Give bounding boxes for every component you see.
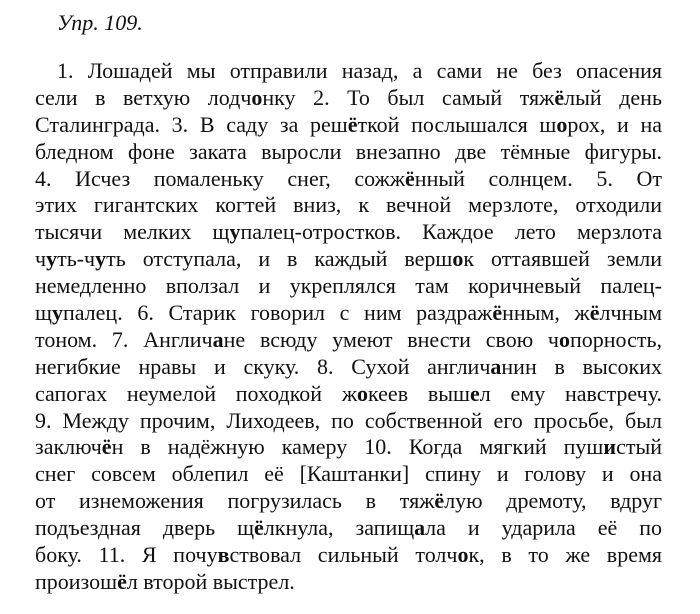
text-segment: 1. Лошадей мы отправили назад, а сами не без опасения: [57, 58, 662, 83]
text-line: [35, 219, 662, 246]
emphasized-letter: ё: [589, 300, 600, 326]
text-segment: лкнула, запищ: [263, 515, 415, 541]
text-segment: ть-ч: [57, 246, 96, 272]
text-segment: порность,: [570, 326, 663, 352]
text-segment: Сталинграда. 3. В саду за реш: [35, 111, 348, 137]
text-line: [35, 569, 662, 596]
emphasized-letter: о: [556, 111, 568, 137]
text-segment: палец. 6. Старик говорил с ним раздраж: [62, 300, 493, 326]
text-segment: рох, и на: [567, 111, 662, 137]
text-segment: 9. Между прочим, Лиходеев, по собственной его просьбе, был: [35, 407, 662, 433]
emphasized-letter: о: [357, 380, 369, 406]
exercise-text: [35, 58, 662, 596]
emphasized-letter: у: [229, 219, 241, 245]
text-segment: к оттаявшей земли: [463, 246, 663, 272]
text-segment: палец-отростков. Каждое лето мерзлота: [240, 219, 662, 245]
emphasized-letter: а: [414, 515, 426, 541]
text-line: [35, 112, 662, 139]
text-segment: тысячи мелких щ: [35, 219, 230, 245]
emphasized-letter: о: [559, 326, 570, 352]
emphasized-letter: и: [603, 434, 617, 460]
text-segment: лчным: [599, 300, 662, 326]
text-segment: 4. Исчез помаленьку снег, сожж: [35, 165, 406, 191]
text-line: [35, 515, 662, 542]
emphasized-letter: в: [217, 542, 230, 568]
text-segment: л ему навстречу.: [479, 380, 662, 406]
text-line: [35, 139, 662, 166]
text-line: [35, 381, 662, 408]
text-segment: кеев выш: [368, 380, 470, 406]
text-segment: заключ: [35, 434, 102, 460]
emphasized-letter: ё: [434, 488, 445, 514]
text-segment: к, в то же время: [468, 542, 663, 568]
text-line: [35, 273, 662, 300]
emphasized-letter: е: [469, 380, 480, 406]
text-segment: произош: [35, 568, 118, 594]
text-segment: снег совсем облепил её [Каштанки] спину и голову и она: [35, 461, 662, 487]
text-line: [35, 85, 662, 112]
emphasized-letter: у: [46, 246, 58, 272]
text-segment: нку 2. То был самый тяж: [262, 84, 555, 110]
text-line: [35, 192, 662, 219]
text-segment: нин в высоких: [501, 353, 662, 379]
text-segment: нный солнцем. 5. От: [414, 165, 662, 191]
emphasized-letter: у: [95, 246, 107, 272]
text-segment: этих гигантских когтей вниз, к вечной мерзлоте, отходили: [35, 192, 662, 218]
text-line: [35, 461, 662, 488]
emphasized-letter: о: [251, 84, 263, 110]
text-segment: лую дремоту, вдруг: [444, 488, 662, 514]
text-segment: не всюду умеют внести свою ч: [223, 326, 559, 352]
text-segment: тоном. 7. Англич: [35, 326, 213, 352]
emphasized-letter: о: [452, 246, 464, 272]
text-line: [35, 246, 662, 273]
emphasized-letter: ё: [101, 434, 112, 460]
emphasized-letter: ё: [492, 300, 503, 326]
text-segment: ла и ударила её по: [425, 515, 662, 541]
text-line: [35, 354, 662, 381]
text-segment: сапогах неумелой походкой ж: [35, 380, 358, 406]
emphasized-letter: ё: [347, 111, 358, 137]
text-line: [35, 166, 662, 193]
emphasized-letter: ё: [254, 515, 264, 541]
text-segment: н в надёжную камеру 10. Когда мягкий пуш: [111, 434, 604, 460]
text-segment: стый: [616, 434, 662, 460]
text-segment: ствовал сильный толч: [229, 542, 458, 568]
text-line: [35, 408, 662, 435]
text-segment: бледном фоне заката выросли внезапно две тёмные фигуры.: [35, 138, 662, 164]
text-segment: сели в ветхую лодч: [35, 84, 252, 110]
emphasized-letter: ё: [405, 165, 415, 191]
text-line: [35, 300, 662, 327]
text-segment: лый день: [564, 84, 662, 110]
text-line: [35, 488, 662, 515]
exercise-title: Упр. 109.: [57, 10, 143, 35]
text-segment: негибкие нравы и скуку. 8. Сухой англич: [35, 353, 491, 379]
text-segment: ть отступала, и в каждый верш: [106, 246, 453, 272]
text-segment: нным, ж: [502, 300, 590, 326]
emphasized-letter: у: [51, 300, 63, 326]
text-segment: боку. 11. Я почу: [35, 542, 218, 568]
emphasized-letter: а: [490, 353, 502, 379]
text-segment: немедленно вползал и укреплялся там коричневый палец-: [35, 273, 662, 299]
emphasized-letter: ё: [554, 84, 565, 110]
text-segment: от изнеможения погрузилась в тяж: [35, 488, 435, 514]
text-line: [35, 542, 662, 569]
text-segment: подъездная дверь щ: [35, 515, 255, 541]
text-segment: ч: [35, 246, 47, 272]
text-line: [35, 58, 662, 85]
text-segment: ткой послышался ш: [357, 111, 557, 137]
text-line: [35, 327, 662, 354]
text-line: [35, 434, 662, 461]
text-segment: л второй выстрел.: [126, 568, 295, 594]
emphasized-letter: о: [457, 542, 469, 568]
emphasized-letter: а: [212, 326, 224, 352]
text-segment: щ: [35, 300, 52, 326]
emphasized-letter: ё: [117, 568, 127, 594]
